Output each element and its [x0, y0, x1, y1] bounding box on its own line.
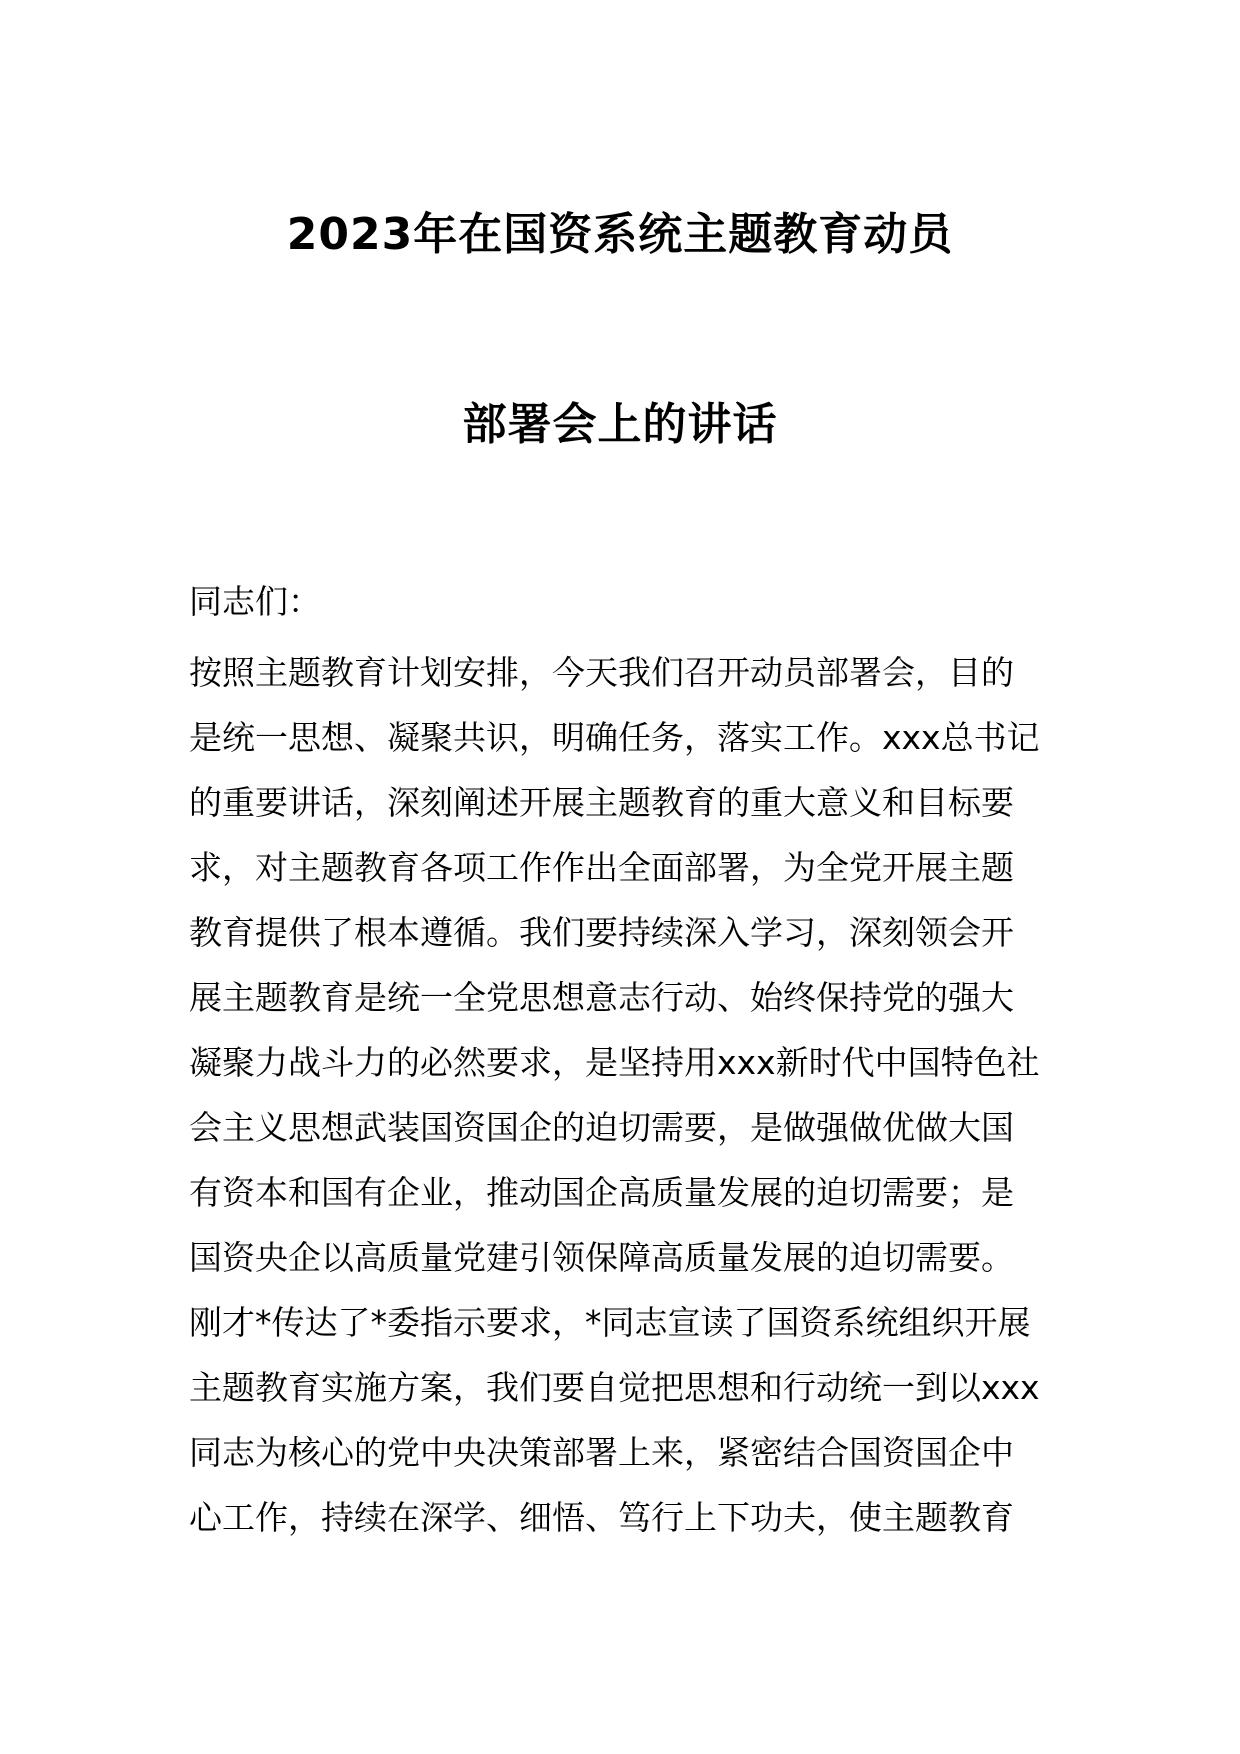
- body-line: 有资本和国有企业，推动国企高质量发展的迫切需要；是: [189, 1173, 1014, 1212]
- body-line: 刚才*传达了*委指示要求，*同志宣读了国资系统组织开展: [189, 1303, 1031, 1342]
- body-line: 国资央企以高质量党建引领保障高质量发展的迫切需要。: [189, 1238, 1014, 1277]
- body-line: 的重要讲话，深刻阐述开展主题教育的重大意义和目标要: [189, 783, 1014, 822]
- body-text: [189, 640, 1069, 1550]
- document-title-line-2: 部署会上的讲话: [462, 399, 778, 450]
- body-line: 心工作，持续在深学、细悟、笃行上下功夫，使主题教育: [189, 1498, 1014, 1537]
- body-line: 展主题教育是统一全党思想意志行动、始终保持党的强大: [189, 978, 1014, 1017]
- body-line: 求，对主题教育各项工作作出全面部署，为全党开展主题: [189, 848, 1014, 887]
- body-line: 是统一思想、凝聚共识，明确任务，落实工作。xxx总书记: [189, 718, 1040, 757]
- body-line: 凝聚力战斗力的必然要求，是坚持用xxx新时代中国特色社: [189, 1043, 1040, 1082]
- body-line: 主题教育实施方案，我们要自觉把思想和行动统一到以xxx: [189, 1368, 1040, 1407]
- body-line: 教育提供了根本遵循。我们要持续深入学习，深刻领会开: [189, 913, 1014, 952]
- salutation: 同志们：: [189, 582, 321, 621]
- body-line: 会主义思想武装国资国企的迫切需要，是做强做优做大国: [189, 1108, 1014, 1147]
- document-title-line-1: 2023年在国资系统主题教育动员: [286, 209, 954, 260]
- body-line: 同志为核心的党中央决策部署上来，紧密结合国资国企中: [189, 1433, 1014, 1472]
- body-line: 按照主题教育计划安排，今天我们召开动员部署会，目的: [189, 653, 1014, 692]
